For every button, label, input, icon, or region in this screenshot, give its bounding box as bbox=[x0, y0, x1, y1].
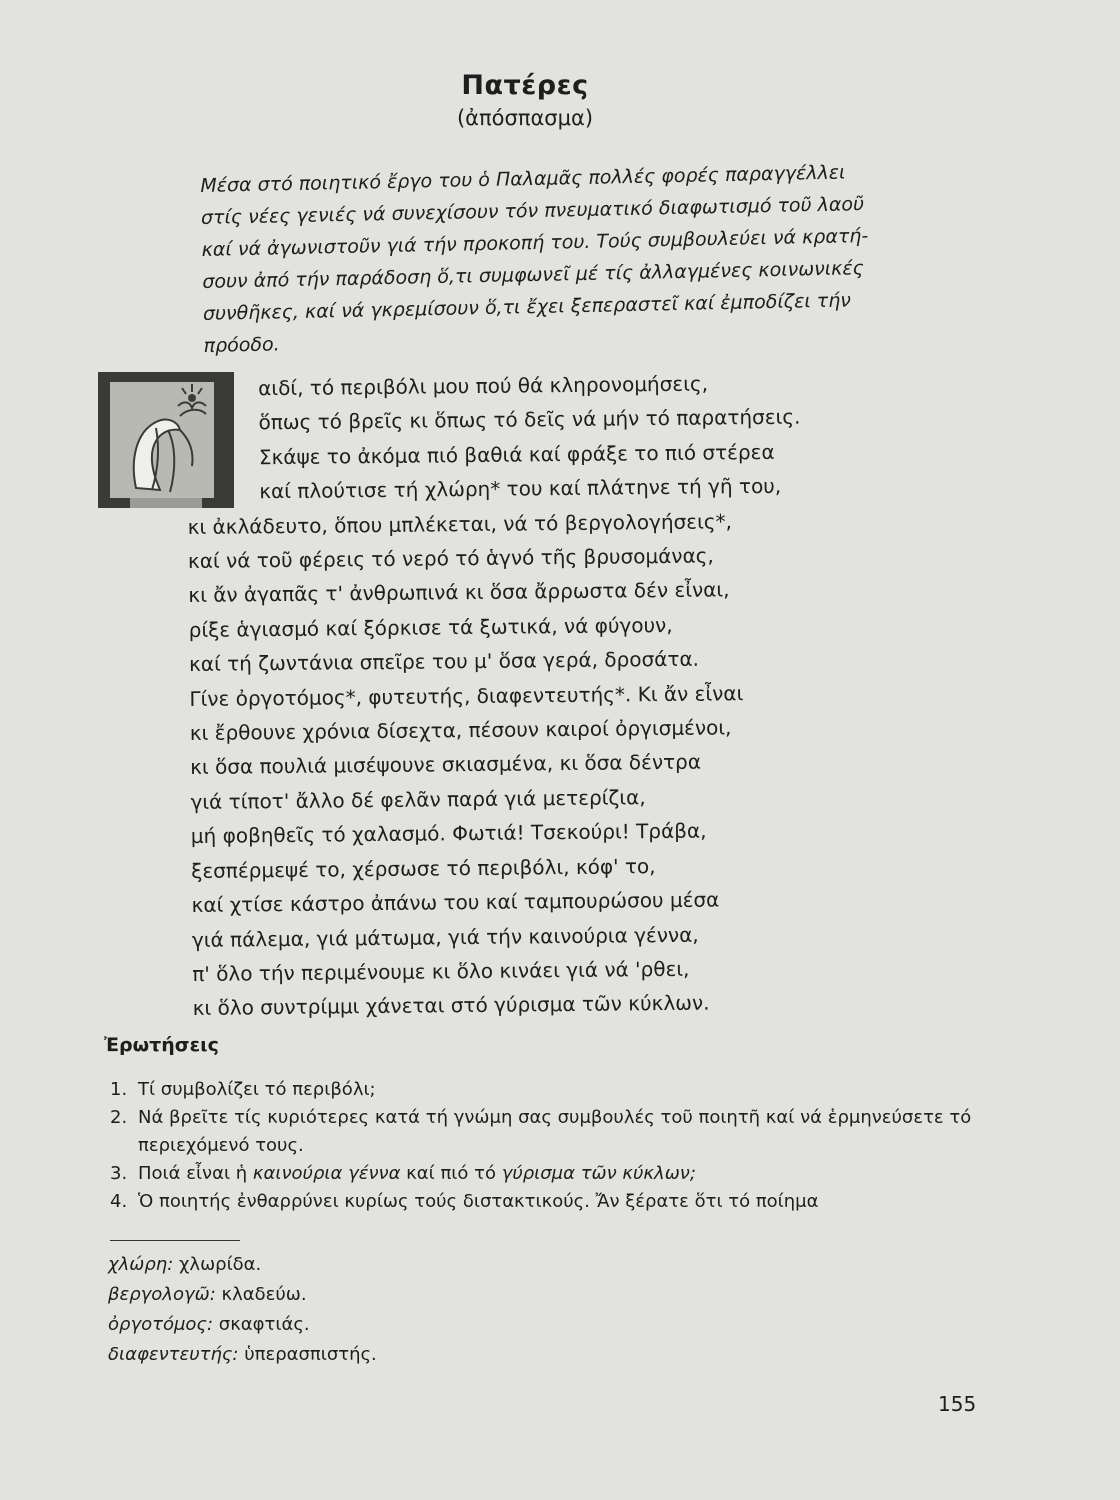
intro-line: στίς νέες γενιές νά συνεχίσουν τόν πνευματικό διαφωτισμό τοῦ λαοῦ bbox=[200, 193, 865, 229]
intro-line: καί νά ἀγωνιστοῦν γιά τήν προκοπή του. Τούς συμβουλεύει νά κρατή- bbox=[201, 225, 869, 261]
glossary-entry bbox=[108, 1310, 377, 1340]
poem-line: καί χτίσε κάστρο ἀπάνω του καί ταμπουρώσου μέσα bbox=[191, 887, 720, 918]
question-text: Τί συμβολίζει τό περιβόλι; bbox=[138, 1079, 376, 1100]
poem-line: γιά πάλεμα, γιά μάτωμα, γιά τήν καινούρια γέννα, bbox=[191, 922, 699, 952]
question-text bbox=[138, 1160, 990, 1188]
intro-paragraph bbox=[200, 154, 974, 362]
poem-line: καί πλούτισε τή χλώρη* του καί πλάτηνε τή γῆ του, bbox=[259, 473, 782, 504]
question-number: 2. bbox=[110, 1107, 128, 1128]
poem-line: κι ὅλο συντρίμμι χάνεται στό γύρισμα τῶν κύκλων. bbox=[192, 990, 710, 1021]
poem-line: κι ὅσα πουλιά μισέψουνε σκιασμένα, κι ὅσα δέντρα bbox=[190, 750, 702, 780]
page-subtitle: (ἀπόσπασμα) bbox=[456, 106, 594, 130]
poem-line: μή φοβηθεῖς τό χαλασμό. Φωτιά! Τσεκούρι! Τράβα, bbox=[190, 818, 707, 849]
questions-list bbox=[110, 1076, 990, 1216]
poem-line: Σκάψε το ἀκόμα πιό βαθιά καί φράξε το πιό στέρεα bbox=[258, 439, 775, 470]
glossary-definition: ὑπερασπιστής. bbox=[244, 1344, 377, 1365]
page-number: 155 bbox=[938, 1392, 977, 1416]
question-text-italic: γύρισμα τῶν κύκλων; bbox=[501, 1163, 696, 1184]
question-text: Ὁ ποιητής ἐνθαρρύνει κυρίως τούς διστακτικούς. Ἄν ξέρατε ὅτι τό ποίημα bbox=[138, 1191, 819, 1212]
glossary-term: διαφεντευτής: bbox=[108, 1344, 239, 1365]
question-item bbox=[110, 1104, 990, 1160]
intro-line: συνθῆκες, καί νά γκρεμίσουν ὅ,τι ἔχει ξεπεραστεῖ καί ἐμποδίζει τήν bbox=[202, 289, 852, 325]
question-number: 4. bbox=[110, 1191, 128, 1212]
poem-line: κι ἀκλάδευτο, ὅπου μπλέκεται, νά τό βεργολογήσεις*, bbox=[187, 508, 733, 539]
intro-line: Μέσα στό ποιητικό ἔργο του ὁ Παλαμᾶς πολλές φορές παραγγέλλει bbox=[200, 161, 846, 197]
intro-line: σουν ἀπό τήν παράδοση ὅ,τι συμφωνεῖ μέ τίς ἀλλαγμένες κοινωνικές bbox=[202, 257, 865, 293]
question-text-part: Ποιά εἶναι ἡ bbox=[138, 1163, 253, 1184]
question-number: 3. bbox=[110, 1163, 128, 1184]
question-item bbox=[110, 1160, 990, 1188]
glossary-entry bbox=[108, 1250, 377, 1280]
poem-line: καί τή ζωντάνια σπεῖρε του μ' ὅσα γερά, δροσάτα. bbox=[188, 646, 700, 677]
poem-line: ξεσπέρμεψέ το, χέρσωσε τό περιβόλι, κόφ' το, bbox=[191, 853, 656, 883]
poem-line: αιδί, τό περιβόλι μου πού θά κληρονομήσεις, bbox=[258, 371, 709, 401]
questions-heading: Ἐρωτήσεις bbox=[104, 1034, 219, 1056]
question-item bbox=[110, 1188, 990, 1216]
glossary-term: χλώρη: bbox=[108, 1254, 174, 1275]
poem-line: ρίξε ἁγιασμό καί ξόρκισε τά ξωτικά, νά φύγουν, bbox=[188, 612, 673, 642]
glossary-entry bbox=[108, 1280, 377, 1310]
glossary bbox=[108, 1250, 377, 1370]
poem-line: ὅπως τό βρεῖς κι ὅπως τό δεῖς νά μήν τό παρατήσεις. bbox=[258, 404, 801, 435]
page-title: Πατέρες bbox=[461, 70, 589, 101]
question-item bbox=[110, 1076, 990, 1104]
glossary-definition: σκαφτιάς. bbox=[218, 1314, 310, 1335]
question-text: Νά βρεῖτε τίς κυριότερες κατά τή γνώμη σας συμβουλές τοῦ ποιητῆ καί νά ἑρμηνεύσετε τό περιεχόμενό τους. bbox=[138, 1107, 972, 1156]
poem-line: καί νά τοῦ φέρεις τό νερό τό ἁγνό τῆς βρυσομάνας, bbox=[187, 543, 714, 574]
poem bbox=[186, 364, 973, 1026]
question-text-part: καί πιό τό bbox=[400, 1163, 502, 1184]
poem-line: κι ἄν ἀγαπᾶς τ' ἀνθρωπινά κι ὅσα ἄρρωστα δέν εἶναι, bbox=[188, 577, 730, 608]
poem-line: π' ὅλο τήν περιμένουμε κι ὅλο κινάει γιά νά 'ρθει, bbox=[192, 956, 690, 986]
glossary-term: βεργολογῶ: bbox=[108, 1284, 216, 1305]
poem-line: κι ἔρθουνε χρόνια δίσεχτα, πέσουν καιροί ὀργισμένοι, bbox=[189, 715, 732, 746]
glossary-definition: κλαδεύω. bbox=[221, 1284, 307, 1305]
question-text-italic: καινούρια γέννα bbox=[252, 1163, 401, 1184]
glossary-definition: χλωρίδα. bbox=[179, 1254, 262, 1275]
footnote-divider bbox=[110, 1240, 240, 1241]
intro-line: πρόοδο. bbox=[203, 333, 280, 357]
question-number: 1. bbox=[110, 1079, 128, 1100]
poem-line: γιά τίποτ' ἄλλο δέ φελᾶν παρά γιά μετερίζια, bbox=[190, 785, 646, 814]
poem-line: Γίνε ὀργοτόμος*, φυτευτής, διαφεντευτής*. Κι ἄν εἶναι bbox=[189, 680, 744, 711]
glossary-entry bbox=[108, 1340, 377, 1370]
glossary-term: ὀργοτόμος: bbox=[108, 1314, 214, 1335]
